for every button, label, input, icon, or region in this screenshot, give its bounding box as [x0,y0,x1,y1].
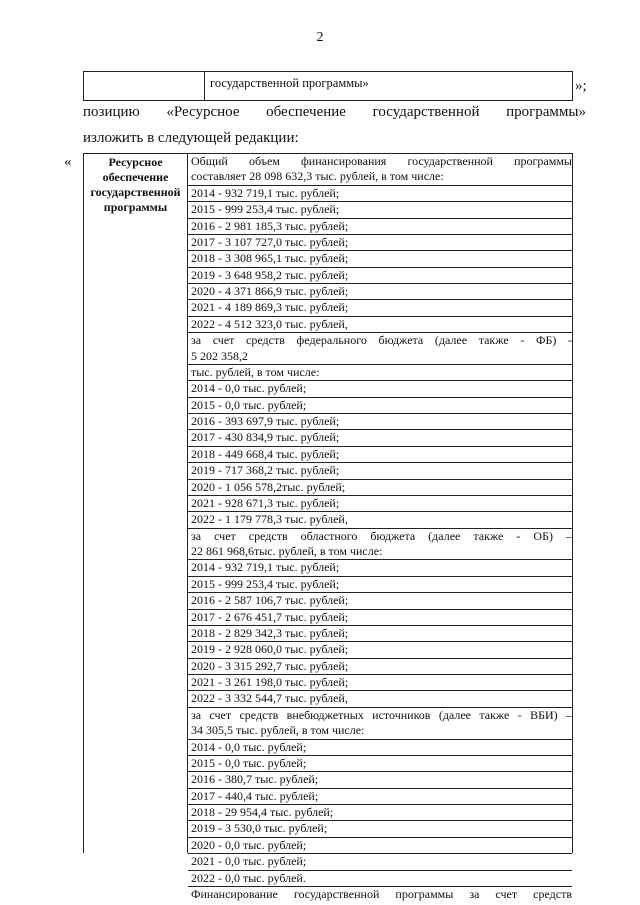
funding-line: составляет 28 098 632,3 тыс. рублей, в том числе: [188,169,572,185]
closing-quote: »; [575,78,587,94]
funding-line: 2015 - 0,0 тыс. рублей; [188,398,572,414]
label-line: обеспечение [102,170,169,184]
page-number: 2 [316,30,324,45]
funding-line: 2021 - 3 261 198,0 тыс. рублей; [188,675,572,691]
funding-line: 2018 - 2 829 342,3 тыс. рублей; [188,626,572,642]
resource-label-cell [84,154,188,853]
funding-line: 2018 - 3 308 965,1 тыс. рублей; [188,251,572,267]
paragraph-position: позицию «Ресурсное обеспечение государственной программы» [83,104,586,120]
opening-quote: « [64,154,72,170]
resource-content-cell [188,154,572,901]
funding-line: 2017 - 3 107 727,0 тыс. рублей; [188,235,572,251]
label-line: Ресурсное [108,155,163,169]
funding-line: за счет средств областного бюджета (далее также - ОБ) – [191,528,572,543]
funding-line: тыс. рублей, в том числе: [188,365,572,381]
funding-line: 2014 - 932 719,1 тыс. рублей; [188,186,572,202]
funding-line: 2015 - 999 253,4 тыс. рублей; [188,202,572,218]
funding-line: 2016 - 380,7 тыс. рублей; [188,772,572,788]
funding-line: 2015 - 0,0 тыс. рублей; [188,756,572,772]
top-table-text-cell: государственной программы» [210,76,369,90]
funding-line: 2017 - 440,4 тыс. рублей; [188,789,572,805]
funding-line: 2019 - 717 368,2 тыс. рублей; [188,463,572,479]
funding-line: 2022 - 1 179 778,3 тыс. рублей, [188,512,572,528]
funding-line: 2016 - 2 981 185,3 тыс. рублей; [188,219,572,235]
funding-line: 2021 - 928 671,3 тыс. рублей; [188,496,572,512]
funding-line: 2019 - 2 928 060,0 тыс. рублей; [188,642,572,658]
funding-line: 2016 - 393 697,9 тыс. рублей; [188,414,572,430]
paragraph-instruction: изложить в следующей редакции: [83,130,299,146]
top-table-empty-cell [84,72,205,100]
funding-line: 2016 - 2 587 106,7 тыс. рублей; [188,593,572,609]
funding-line: 2020 - 1 056 578,2тыс. рублей; [188,480,572,496]
label-line: государственной [90,185,181,199]
funding-line: 2018 - 29 954,4 тыс. рублей; [188,805,572,821]
funding-line: 2015 - 999 253,4 тыс. рублей; [188,577,572,593]
funding-line: Общий объем финансирования государственной программы [191,154,572,168]
funding-line: 2019 - 3 648 958,2 тыс. рублей; [188,268,572,284]
funding-line: 2014 - 932 719,1 тыс. рублей; [188,560,572,576]
funding-line: 2022 - 4 512 323,0 тыс. рублей, [188,317,572,333]
funding-line: 2020 - 3 315 292,7 тыс. рублей; [188,659,572,675]
funding-line: за счет средств внебюджетных источников (далее также - ВБИ) – [191,707,572,722]
funding-line: 5 202 358,2 [188,349,572,365]
funding-line: 2022 - 3 332 544,7 тыс. рублей, [188,691,572,707]
funding-line: 2014 - 0,0 тыс. рублей; [188,381,572,397]
funding-line: 2018 - 449 668,4 тыс. рублей; [188,447,572,463]
funding-line: 2020 - 0,0 тыс. рублей; [188,838,572,854]
funding-line: 2020 - 4 371 866,9 тыс. рублей; [188,284,572,300]
funding-line: за счет средств федерального бюджета (далее также - ФБ) - [191,333,572,348]
funding-line: 2022 - 0,0 тыс. рублей. [188,871,572,887]
funding-line: Финансирование государственной программы за счет средств [191,886,572,901]
funding-line: 2017 - 430 834,9 тыс. рублей; [188,430,572,446]
label-line: программы [103,200,168,214]
funding-line: 22 861 968,6тыс. рублей, в том числе: [188,544,572,560]
resource-table [83,153,573,901]
funding-line: 2019 - 3 530,0 тыс. рублей; [188,821,572,837]
funding-line: 34 305,5 тыс. рублей, в том числе: [188,723,572,739]
funding-line: 2014 - 0,0 тыс. рублей; [188,740,572,756]
funding-line: 2021 - 0,0 тыс. рублей; [188,854,572,870]
top-table [83,71,573,101]
funding-line: 2017 - 2 676 451,7 тыс. рублей; [188,610,572,626]
funding-line: 2021 - 4 189 869,3 тыс. рублей; [188,300,572,316]
